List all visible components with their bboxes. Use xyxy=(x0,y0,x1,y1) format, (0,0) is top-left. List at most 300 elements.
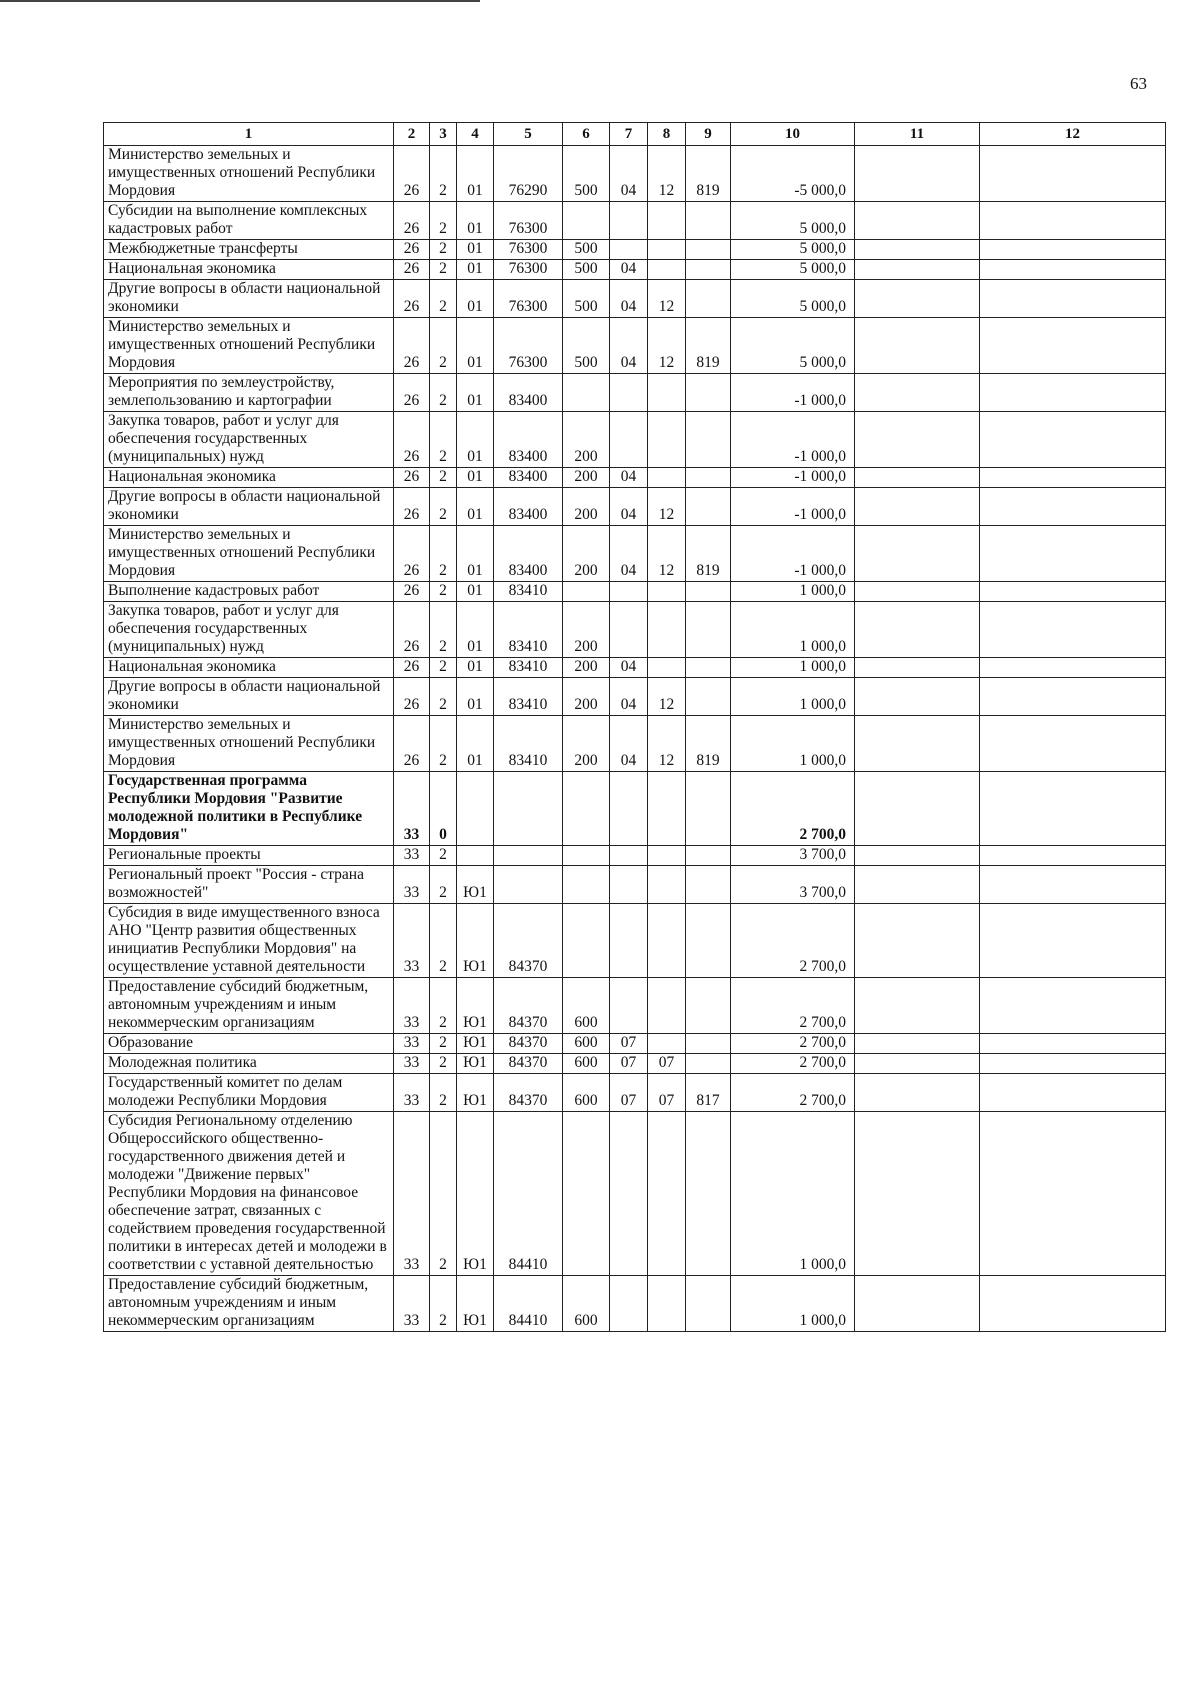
cell-col-11 xyxy=(855,1034,980,1054)
table-row xyxy=(104,1054,1166,1074)
cell-code-9 xyxy=(686,1054,731,1074)
row-description: Образование xyxy=(104,1034,394,1054)
cell-code-5: 76300 xyxy=(494,202,563,240)
cell-code-8: 07 xyxy=(648,1054,686,1074)
row-description: Межбюджетные трансферты xyxy=(104,240,394,260)
cell-code-2: 26 xyxy=(394,526,430,582)
row-description: Государственный комитет по делам молодежи Республики Мордовия xyxy=(104,1074,394,1112)
cell-code-8 xyxy=(648,658,686,678)
cell-code-5: 83410 xyxy=(494,582,563,602)
cell-col-12 xyxy=(980,1276,1166,1332)
column-header: 6 xyxy=(563,123,610,146)
cell-code-7: 04 xyxy=(610,468,648,488)
cell-code-3: 2 xyxy=(430,658,457,678)
cell-code-6: 200 xyxy=(563,412,610,468)
cell-code-5: 84370 xyxy=(494,1034,563,1054)
cell-code-2: 26 xyxy=(394,412,430,468)
cell-code-9 xyxy=(686,468,731,488)
cell-code-8: 12 xyxy=(648,716,686,772)
cell-code-4: Ю1 xyxy=(457,866,494,904)
cell-col-11 xyxy=(855,1112,980,1276)
cell-col-12 xyxy=(980,1054,1166,1074)
cell-code-4: 01 xyxy=(457,240,494,260)
cell-col-12 xyxy=(980,526,1166,582)
table-row xyxy=(104,468,1166,488)
cell-col-11 xyxy=(855,412,980,468)
cell-amount-10: 3 700,0 xyxy=(731,846,855,866)
cell-col-11 xyxy=(855,280,980,318)
cell-code-6: 500 xyxy=(563,240,610,260)
cell-col-12 xyxy=(980,1034,1166,1054)
cell-code-6 xyxy=(563,772,610,846)
row-description: Министерство земельных и имущественных отношений Республики Мордовия xyxy=(104,146,394,202)
column-header: 9 xyxy=(686,123,731,146)
cell-col-11 xyxy=(855,374,980,412)
table-row xyxy=(104,1112,1166,1276)
cell-code-9 xyxy=(686,678,731,716)
cell-code-7: 04 xyxy=(610,716,648,772)
row-description: Региональный проект "Россия - страна возможностей" xyxy=(104,866,394,904)
cell-code-2: 26 xyxy=(394,658,430,678)
cell-code-8 xyxy=(648,374,686,412)
cell-code-9 xyxy=(686,1112,731,1276)
cell-code-7: 07 xyxy=(610,1034,648,1054)
cell-code-2: 33 xyxy=(394,978,430,1034)
cell-code-6 xyxy=(563,866,610,904)
cell-code-5: 76300 xyxy=(494,240,563,260)
cell-code-5: 76300 xyxy=(494,260,563,280)
cell-code-2: 26 xyxy=(394,374,430,412)
cell-code-2: 26 xyxy=(394,582,430,602)
cell-code-2: 26 xyxy=(394,318,430,374)
cell-code-3: 2 xyxy=(430,374,457,412)
cell-code-9 xyxy=(686,1276,731,1332)
column-header: 12 xyxy=(980,123,1166,146)
cell-code-9 xyxy=(686,866,731,904)
cell-code-3: 2 xyxy=(430,866,457,904)
cell-col-11 xyxy=(855,658,980,678)
cell-code-5: 83410 xyxy=(494,602,563,658)
cell-code-7 xyxy=(610,240,648,260)
cell-code-6 xyxy=(563,202,610,240)
column-header: 3 xyxy=(430,123,457,146)
cell-amount-10: 1 000,0 xyxy=(731,1112,855,1276)
cell-col-11 xyxy=(855,978,980,1034)
cell-amount-10: 2 700,0 xyxy=(731,978,855,1034)
cell-code-5: 84370 xyxy=(494,1054,563,1074)
cell-col-12 xyxy=(980,1112,1166,1276)
cell-code-8 xyxy=(648,412,686,468)
row-description: Национальная экономика xyxy=(104,468,394,488)
cell-code-6 xyxy=(563,904,610,978)
cell-code-8 xyxy=(648,582,686,602)
scan-edge-line xyxy=(0,0,480,2)
cell-amount-10: -1 000,0 xyxy=(731,412,855,468)
cell-code-4: 01 xyxy=(457,412,494,468)
cell-code-9 xyxy=(686,240,731,260)
cell-code-3: 2 xyxy=(430,716,457,772)
cell-code-9 xyxy=(686,582,731,602)
cell-code-7: 04 xyxy=(610,678,648,716)
table-row xyxy=(104,318,1166,374)
cell-amount-10: 2 700,0 xyxy=(731,1034,855,1054)
column-header: 7 xyxy=(610,123,648,146)
cell-code-5 xyxy=(494,772,563,846)
cell-code-7 xyxy=(610,978,648,1034)
cell-code-5 xyxy=(494,846,563,866)
cell-col-11 xyxy=(855,488,980,526)
cell-code-3: 2 xyxy=(430,1054,457,1074)
row-description: Предоставление субсидий бюджетным, автономным учреждениям и иным некоммерческим организациям xyxy=(104,1276,394,1332)
cell-code-2: 26 xyxy=(394,202,430,240)
cell-code-3: 2 xyxy=(430,978,457,1034)
row-description: Закупка товаров, работ и услуг для обеспечения государственных (муниципальных) нужд xyxy=(104,412,394,468)
cell-code-9 xyxy=(686,978,731,1034)
cell-col-12 xyxy=(980,260,1166,280)
cell-code-8: 12 xyxy=(648,678,686,716)
cell-col-12 xyxy=(980,772,1166,846)
cell-code-3: 2 xyxy=(430,904,457,978)
row-description: Субсидия Региональному отделению Общероссийского общественно-государственного движения детей и молодежи "Движение первых" Республики Мордовия на финансовое обеспечение затрат, связанных с содействием проведения государственной политики в интересах детей и молодежи в соответствии с уставной деятельностью xyxy=(104,1112,394,1276)
cell-code-4: 01 xyxy=(457,658,494,678)
cell-code-4: Ю1 xyxy=(457,1034,494,1054)
cell-code-8: 12 xyxy=(648,280,686,318)
cell-code-2: 26 xyxy=(394,260,430,280)
cell-code-2: 33 xyxy=(394,866,430,904)
cell-code-7: 04 xyxy=(610,526,648,582)
cell-code-3: 2 xyxy=(430,846,457,866)
cell-code-9 xyxy=(686,488,731,526)
cell-col-12 xyxy=(980,978,1166,1034)
cell-amount-10: 5 000,0 xyxy=(731,202,855,240)
cell-code-2: 26 xyxy=(394,716,430,772)
column-header: 10 xyxy=(731,123,855,146)
cell-col-12 xyxy=(980,488,1166,526)
cell-code-2: 33 xyxy=(394,1112,430,1276)
cell-code-7: 04 xyxy=(610,658,648,678)
table-row xyxy=(104,526,1166,582)
cell-amount-10: 5 000,0 xyxy=(731,280,855,318)
row-description: Молодежная политика xyxy=(104,1054,394,1074)
cell-code-8: 12 xyxy=(648,488,686,526)
cell-code-2: 26 xyxy=(394,468,430,488)
table-body xyxy=(104,146,1166,1332)
cell-col-11 xyxy=(855,202,980,240)
cell-code-7: 04 xyxy=(610,280,648,318)
cell-code-8 xyxy=(648,602,686,658)
cell-col-11 xyxy=(855,866,980,904)
cell-code-9 xyxy=(686,374,731,412)
cell-code-9: 819 xyxy=(686,318,731,374)
table-row xyxy=(104,488,1166,526)
table-header-row xyxy=(104,123,1166,146)
cell-code-9 xyxy=(686,904,731,978)
cell-amount-10: 1 000,0 xyxy=(731,582,855,602)
cell-code-7: 04 xyxy=(610,260,648,280)
cell-code-9 xyxy=(686,658,731,678)
table-row xyxy=(104,1074,1166,1112)
cell-code-4: 01 xyxy=(457,716,494,772)
table-row xyxy=(104,260,1166,280)
cell-code-6: 500 xyxy=(563,146,610,202)
cell-code-7 xyxy=(610,202,648,240)
cell-code-7 xyxy=(610,1112,648,1276)
cell-code-6: 200 xyxy=(563,658,610,678)
cell-col-11 xyxy=(855,260,980,280)
cell-code-4: 01 xyxy=(457,602,494,658)
cell-code-8 xyxy=(648,866,686,904)
table-row xyxy=(104,1276,1166,1332)
cell-code-3: 2 xyxy=(430,1112,457,1276)
cell-code-6 xyxy=(563,374,610,412)
cell-code-4: Ю1 xyxy=(457,1276,494,1332)
cell-code-6 xyxy=(563,846,610,866)
cell-code-6: 200 xyxy=(563,716,610,772)
cell-code-9: 819 xyxy=(686,716,731,772)
cell-code-5: 83410 xyxy=(494,658,563,678)
table-row xyxy=(104,280,1166,318)
cell-code-3: 2 xyxy=(430,318,457,374)
cell-code-2: 26 xyxy=(394,678,430,716)
cell-code-4: 01 xyxy=(457,374,494,412)
cell-code-8: 12 xyxy=(648,526,686,582)
cell-code-8: 07 xyxy=(648,1074,686,1112)
row-description: Закупка товаров, работ и услуг для обеспечения государственных (муниципальных) нужд xyxy=(104,602,394,658)
cell-col-12 xyxy=(980,602,1166,658)
cell-code-5: 76300 xyxy=(494,318,563,374)
cell-col-11 xyxy=(855,1054,980,1074)
cell-code-4: Ю1 xyxy=(457,1054,494,1074)
cell-code-7 xyxy=(610,602,648,658)
cell-code-6: 200 xyxy=(563,468,610,488)
column-header: 8 xyxy=(648,123,686,146)
cell-col-12 xyxy=(980,468,1166,488)
cell-amount-10: 1 000,0 xyxy=(731,678,855,716)
row-description: Другие вопросы в области национальной экономики xyxy=(104,488,394,526)
cell-code-3: 2 xyxy=(430,1034,457,1054)
cell-amount-10: 5 000,0 xyxy=(731,260,855,280)
cell-col-11 xyxy=(855,1074,980,1112)
row-description: Другие вопросы в области национальной экономики xyxy=(104,678,394,716)
table-row xyxy=(104,374,1166,412)
cell-code-3: 2 xyxy=(430,202,457,240)
cell-code-4 xyxy=(457,772,494,846)
cell-code-8 xyxy=(648,904,686,978)
cell-col-12 xyxy=(980,202,1166,240)
row-description: Предоставление субсидий бюджетным, автономным учреждениям и иным некоммерческим организациям xyxy=(104,978,394,1034)
cell-col-12 xyxy=(980,240,1166,260)
cell-code-2: 26 xyxy=(394,146,430,202)
table-row xyxy=(104,866,1166,904)
row-description: Региональные проекты xyxy=(104,846,394,866)
cell-code-5: 83410 xyxy=(494,716,563,772)
cell-amount-10: -1 000,0 xyxy=(731,468,855,488)
row-description: Государственная программа Республики Мордовия "Развитие молодежной политики в Республике Мордовия" xyxy=(104,772,394,846)
cell-code-7 xyxy=(610,1276,648,1332)
cell-amount-10: -1 000,0 xyxy=(731,526,855,582)
cell-amount-10: 5 000,0 xyxy=(731,318,855,374)
cell-col-12 xyxy=(980,146,1166,202)
cell-col-12 xyxy=(980,412,1166,468)
cell-amount-10: -1 000,0 xyxy=(731,374,855,412)
cell-code-2: 33 xyxy=(394,772,430,846)
cell-code-8: 12 xyxy=(648,318,686,374)
cell-code-9 xyxy=(686,412,731,468)
cell-code-5: 84370 xyxy=(494,904,563,978)
cell-code-3: 2 xyxy=(430,526,457,582)
cell-code-2: 33 xyxy=(394,1276,430,1332)
table-row xyxy=(104,602,1166,658)
column-header: 1 xyxy=(104,123,394,146)
cell-amount-10: 1 000,0 xyxy=(731,658,855,678)
cell-code-4: Ю1 xyxy=(457,1112,494,1276)
table-row xyxy=(104,1034,1166,1054)
cell-col-11 xyxy=(855,772,980,846)
table-row xyxy=(104,772,1166,846)
cell-code-7: 04 xyxy=(610,146,648,202)
cell-code-6: 200 xyxy=(563,602,610,658)
table-row xyxy=(104,678,1166,716)
cell-code-7 xyxy=(610,904,648,978)
cell-code-4: 01 xyxy=(457,318,494,374)
cell-code-5: 83400 xyxy=(494,468,563,488)
cell-col-11 xyxy=(855,716,980,772)
cell-code-4 xyxy=(457,846,494,866)
cell-code-2: 33 xyxy=(394,846,430,866)
cell-code-3: 2 xyxy=(430,146,457,202)
cell-amount-10: 5 000,0 xyxy=(731,240,855,260)
cell-code-8 xyxy=(648,1112,686,1276)
cell-code-4: 01 xyxy=(457,146,494,202)
row-description: Министерство земельных и имущественных отношений Республики Мордовия xyxy=(104,318,394,374)
cell-code-9: 817 xyxy=(686,1074,731,1112)
cell-amount-10: 1 000,0 xyxy=(731,716,855,772)
cell-code-7: 07 xyxy=(610,1054,648,1074)
cell-code-9 xyxy=(686,1034,731,1054)
column-header: 5 xyxy=(494,123,563,146)
cell-code-2: 26 xyxy=(394,280,430,318)
cell-code-6: 600 xyxy=(563,1034,610,1054)
cell-code-4: 01 xyxy=(457,678,494,716)
cell-code-6: 500 xyxy=(563,260,610,280)
cell-code-8 xyxy=(648,846,686,866)
cell-col-12 xyxy=(980,904,1166,978)
cell-col-12 xyxy=(980,678,1166,716)
column-header: 11 xyxy=(855,123,980,146)
table-row xyxy=(104,202,1166,240)
cell-code-5: 83400 xyxy=(494,374,563,412)
cell-code-8 xyxy=(648,772,686,846)
cell-col-12 xyxy=(980,280,1166,318)
cell-code-3: 2 xyxy=(430,280,457,318)
cell-col-12 xyxy=(980,866,1166,904)
cell-code-4: 01 xyxy=(457,488,494,526)
cell-code-5: 83410 xyxy=(494,678,563,716)
cell-col-12 xyxy=(980,658,1166,678)
table-row xyxy=(104,582,1166,602)
cell-code-3: 0 xyxy=(430,772,457,846)
cell-code-5: 84410 xyxy=(494,1112,563,1276)
cell-col-12 xyxy=(980,374,1166,412)
cell-code-7 xyxy=(610,846,648,866)
cell-code-7 xyxy=(610,772,648,846)
cell-col-11 xyxy=(855,318,980,374)
cell-amount-10: 1 000,0 xyxy=(731,602,855,658)
cell-code-7: 04 xyxy=(610,318,648,374)
cell-code-8 xyxy=(648,468,686,488)
cell-code-5: 84370 xyxy=(494,978,563,1034)
cell-code-4: Ю1 xyxy=(457,904,494,978)
cell-col-11 xyxy=(855,846,980,866)
cell-code-8 xyxy=(648,1276,686,1332)
cell-code-6 xyxy=(563,1112,610,1276)
cell-code-4: 01 xyxy=(457,280,494,318)
cell-code-6: 500 xyxy=(563,318,610,374)
cell-code-6: 200 xyxy=(563,678,610,716)
row-description: Национальная экономика xyxy=(104,658,394,678)
cell-code-4: Ю1 xyxy=(457,1074,494,1112)
row-description: Субсидии на выполнение комплексных кадастровых работ xyxy=(104,202,394,240)
cell-amount-10: -5 000,0 xyxy=(731,146,855,202)
cell-code-5: 83400 xyxy=(494,526,563,582)
cell-col-11 xyxy=(855,904,980,978)
cell-code-9 xyxy=(686,846,731,866)
cell-code-6: 200 xyxy=(563,488,610,526)
cell-amount-10: 2 700,0 xyxy=(731,904,855,978)
cell-amount-10: 3 700,0 xyxy=(731,866,855,904)
row-description: Субсидия в виде имущественного взноса АНО "Центр развития общественных инициатив Республики Мордовия" на осуществление уставной деятельности xyxy=(104,904,394,978)
cell-code-3: 2 xyxy=(430,240,457,260)
cell-code-4: Ю1 xyxy=(457,978,494,1034)
cell-code-9 xyxy=(686,772,731,846)
row-description: Министерство земельных и имущественных отношений Республики Мордовия xyxy=(104,526,394,582)
cell-code-3: 2 xyxy=(430,582,457,602)
row-description: Министерство земельных и имущественных отношений Республики Мордовия xyxy=(104,716,394,772)
row-description: Выполнение кадастровых работ xyxy=(104,582,394,602)
cell-code-9: 819 xyxy=(686,146,731,202)
cell-code-4: 01 xyxy=(457,582,494,602)
cell-code-2: 26 xyxy=(394,240,430,260)
cell-col-11 xyxy=(855,240,980,260)
cell-code-9 xyxy=(686,280,731,318)
cell-code-5: 83400 xyxy=(494,488,563,526)
cell-code-4: 01 xyxy=(457,526,494,582)
budget-table xyxy=(103,122,1166,1332)
cell-code-8 xyxy=(648,240,686,260)
row-description: Мероприятия по землеустройству, землепользованию и картографии xyxy=(104,374,394,412)
cell-code-9 xyxy=(686,260,731,280)
cell-col-12 xyxy=(980,846,1166,866)
cell-col-12 xyxy=(980,716,1166,772)
cell-code-3: 2 xyxy=(430,1074,457,1112)
cell-code-8 xyxy=(648,202,686,240)
cell-code-5: 76290 xyxy=(494,146,563,202)
cell-code-8 xyxy=(648,1034,686,1054)
cell-code-8 xyxy=(648,260,686,280)
cell-code-2: 33 xyxy=(394,1034,430,1054)
cell-code-3: 2 xyxy=(430,678,457,716)
cell-col-11 xyxy=(855,678,980,716)
cell-amount-10: 2 700,0 xyxy=(731,772,855,846)
cell-code-9 xyxy=(686,202,731,240)
cell-code-7: 07 xyxy=(610,1074,648,1112)
cell-code-5: 84370 xyxy=(494,1074,563,1112)
cell-code-6: 600 xyxy=(563,978,610,1034)
cell-code-3: 2 xyxy=(430,602,457,658)
cell-code-5: 84410 xyxy=(494,1276,563,1332)
table-row xyxy=(104,904,1166,978)
cell-code-6: 600 xyxy=(563,1276,610,1332)
